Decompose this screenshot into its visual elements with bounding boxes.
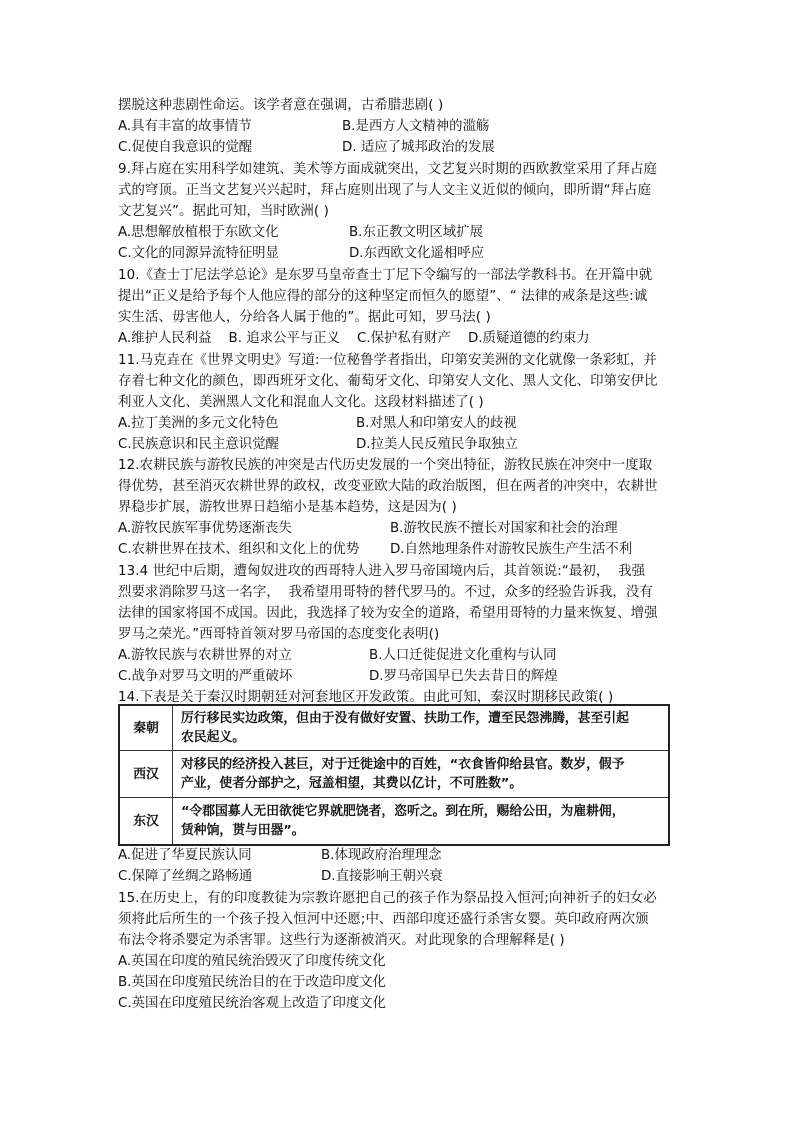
q11-stem-line-1: 11.马克垚在《世界文明史》写道:一位秘鲁学者指出，印第安美洲的文化就像一条彩虹，并 bbox=[118, 353, 657, 368]
row-content-line: 产业，使者分部护之，冠盖相望，其费以亿计，不可胜数”。 bbox=[181, 776, 523, 791]
q13-stem-line-3: 法律的国家将国不成国。因此，我选择了较为安全的道路，希望用哥特的力量来恢复、增强 bbox=[118, 606, 658, 621]
q13-stem-line-2: 烈要求消除罗马这一名字， 我希望用哥特的替代罗马的。不过，众多的经验告诉我，没有 bbox=[118, 585, 653, 600]
q14-option-b: B.体现政府治理理念 bbox=[321, 848, 442, 863]
q15-stem-line-3: 布法令将杀婴定为杀害罪。这些行为逐渐被消灭。对此现象的合理解释是( ) bbox=[118, 933, 565, 948]
q14-option-d: D.直接影响王朝兴衰 bbox=[321, 869, 443, 884]
row-content-eastern-han bbox=[173, 798, 670, 846]
row-content-qin bbox=[173, 705, 670, 751]
q9-option-a: A.思想解放植根于东欧文化 bbox=[118, 225, 279, 240]
q12-option-d: D.自然地理条件对游牧民族生产生活不利 bbox=[390, 542, 633, 557]
table-row bbox=[119, 751, 669, 798]
q8-option-b: B.是西方人文精神的滥觞 bbox=[342, 119, 490, 134]
q13-option-d: D.罗马帝国早已失去昔日的辉煌 bbox=[369, 669, 558, 684]
q8-option-d: D. 适应了城邦政治的发展 bbox=[342, 140, 495, 155]
q12-option-a: A.游牧民族军事优势逐渐丧失 bbox=[118, 521, 292, 536]
q14-option-a: A.促进了华夏民族认同 bbox=[118, 848, 252, 863]
q13-option-a: A.游牧民族与农耕世界的对立 bbox=[118, 648, 292, 663]
q9-stem-line-1: 9.拜占庭在实用科学如建筑、美术等方面成就突出，文艺复兴时期的西欧教堂采用了拜占庭 bbox=[118, 162, 658, 177]
q9-option-c: C.文化的同源异流特征明显 bbox=[118, 246, 279, 261]
row-content-line: “令郡国募人无田欲徙它界就肥饶者，恣听之。到在所，赐给公田，为雇耕佣， bbox=[181, 804, 625, 819]
q12-stem-line-3: 界稳步扩展，游牧世界日趋缩小是基本趋势，这是因为( ) bbox=[118, 500, 457, 515]
q13-stem-line-4: 罗马之荣光。”西哥特首领对罗马帝国的态度变化表明() bbox=[118, 627, 440, 642]
q11-stem-line-2: 存着七种文化的颜色，即西班牙文化、葡萄牙文化、印第安人文化、黑人文化、印第安伊比 bbox=[118, 374, 658, 389]
table-row bbox=[119, 705, 669, 751]
row-head-qin: 秦朝 bbox=[119, 705, 173, 751]
q12-option-c: C.农耕世界在技术、组织和文化上的优势 bbox=[118, 542, 360, 557]
q8-option-a: A.具有丰富的故事情节 bbox=[118, 119, 252, 134]
q11-option-d: D.拉美人民反殖民争取独立 bbox=[356, 437, 518, 452]
q10-stem-line-2: 提出“正义是给予每个人他应得的部分的这种坚定而恒久的愿望”、“ 法律的戒条是这些:诚 bbox=[118, 289, 648, 304]
q10-stem-line-1: 10.《查士丁尼法学总论》是东罗马皇帝查士丁尼下令编写的一部法学教科书。在开篇中就 bbox=[118, 268, 653, 283]
q9-stem-line-2: 式的穹顶。正当文艺复兴兴起时，拜占庭则出现了与人文主义近似的倾向，即所谓“拜占庭 bbox=[118, 183, 652, 198]
q10-stem-line-3: 实生活、毋害他人，分给各人属于他的”。据此可知，罗马法( ) bbox=[118, 310, 491, 325]
row-content-line: 农民起义。 bbox=[181, 730, 245, 745]
q9-option-d: D.东西欧文化遥相呼应 bbox=[349, 246, 485, 261]
q11-option-a: A.拉丁美洲的多元文化特色 bbox=[118, 416, 279, 431]
q8-stem: 摆脱这种悲剧性命运。该学者意在强调，古希腊悲剧( ) bbox=[118, 98, 444, 113]
q10-options: A.维护人民利益 B. 追求公平与正义 C.保护私有财产 D.质疑道德的约束力 bbox=[118, 331, 590, 346]
q11-option-c: C.民族意识和民主意识觉醒 bbox=[118, 437, 279, 452]
q9-stem-line-3: 文艺复兴”。据此可知，当时欧洲( ) bbox=[118, 204, 329, 219]
q12-stem-line-1: 12.农耕民族与游牧民族的冲突是古代历史发展的一个突出特征，游牧民族在冲突中一度取 bbox=[118, 458, 653, 473]
q8-option-c: C.促使自我意识的觉醒 bbox=[118, 140, 253, 155]
q15-stem-line-1: 15.在历史上，有的印度教徒为宗教许愿把自己的孩子作为祭品投入恒河;向神祈子的妇女必 bbox=[118, 891, 657, 906]
q12-option-b: B.游牧民族不擅长对国家和社会的治理 bbox=[390, 521, 618, 536]
q12-stem-line-2: 得优势，甚至消灭农耕世界的政权，改变亚欧大陆的政治版图，但在两者的冲突中，农耕世 bbox=[118, 479, 658, 494]
row-content-western-han bbox=[173, 751, 670, 798]
row-content-line: 对移民的经济投入甚巨，对于迁徙途中的百姓，“衣食皆仰给县官。数岁，假予 bbox=[181, 757, 625, 772]
q11-option-b: B.对黑人和印第安人的歧视 bbox=[356, 416, 517, 431]
q14-option-c: C.保障了丝绸之路畅通 bbox=[118, 869, 253, 884]
q15-option-c: C.英国在印度殖民统治客观上改造了印度文化 bbox=[118, 996, 387, 1011]
q14-stem: 14.下表是关于秦汉时期朝廷对河套地区开发政策。由此可知，秦汉时期移民政策( ) bbox=[118, 690, 614, 705]
q13-option-b: B.人口迁徙促进文化重构与认同 bbox=[369, 648, 557, 663]
q15-stem-line-2: 须将此后所生的一个孩子投入恒河中还愿;中、西部印度还盛行杀害女婴。英印政府两次颁 bbox=[118, 912, 649, 927]
q15-option-b: B.英国在印度殖民统治目的在于改造印度文化 bbox=[118, 975, 386, 990]
row-content-line: 赁种饷，贳与田器”。 bbox=[181, 823, 305, 838]
q15-option-a: A.英国在印度的殖民统治毁灭了印度传统文化 bbox=[118, 954, 386, 969]
q9-option-b: B.东正教文明区域扩展 bbox=[349, 225, 483, 240]
row-head-eastern-han: 东汉 bbox=[119, 798, 173, 846]
row-head-western-han: 西汉 bbox=[119, 751, 173, 798]
q11-stem-line-3: 利亚人文化、美洲黑人文化和混血人文化。这段材料描述了( ) bbox=[118, 395, 484, 410]
table-row bbox=[119, 798, 669, 846]
q13-option-c: C.战争对罗马文明的严重破坏 bbox=[118, 669, 293, 684]
row-content-line: 厉行移民实边政策，但由于没有做好安置、扶助工作，遭至民怨沸腾，甚至引起 bbox=[181, 711, 629, 726]
policy-table bbox=[118, 704, 670, 846]
q13-stem-line-1: 13.4 世纪中后期，遭匈奴进攻的西哥特人进入罗马帝国境内后，其首领说:“最初， 我强 bbox=[118, 564, 646, 579]
